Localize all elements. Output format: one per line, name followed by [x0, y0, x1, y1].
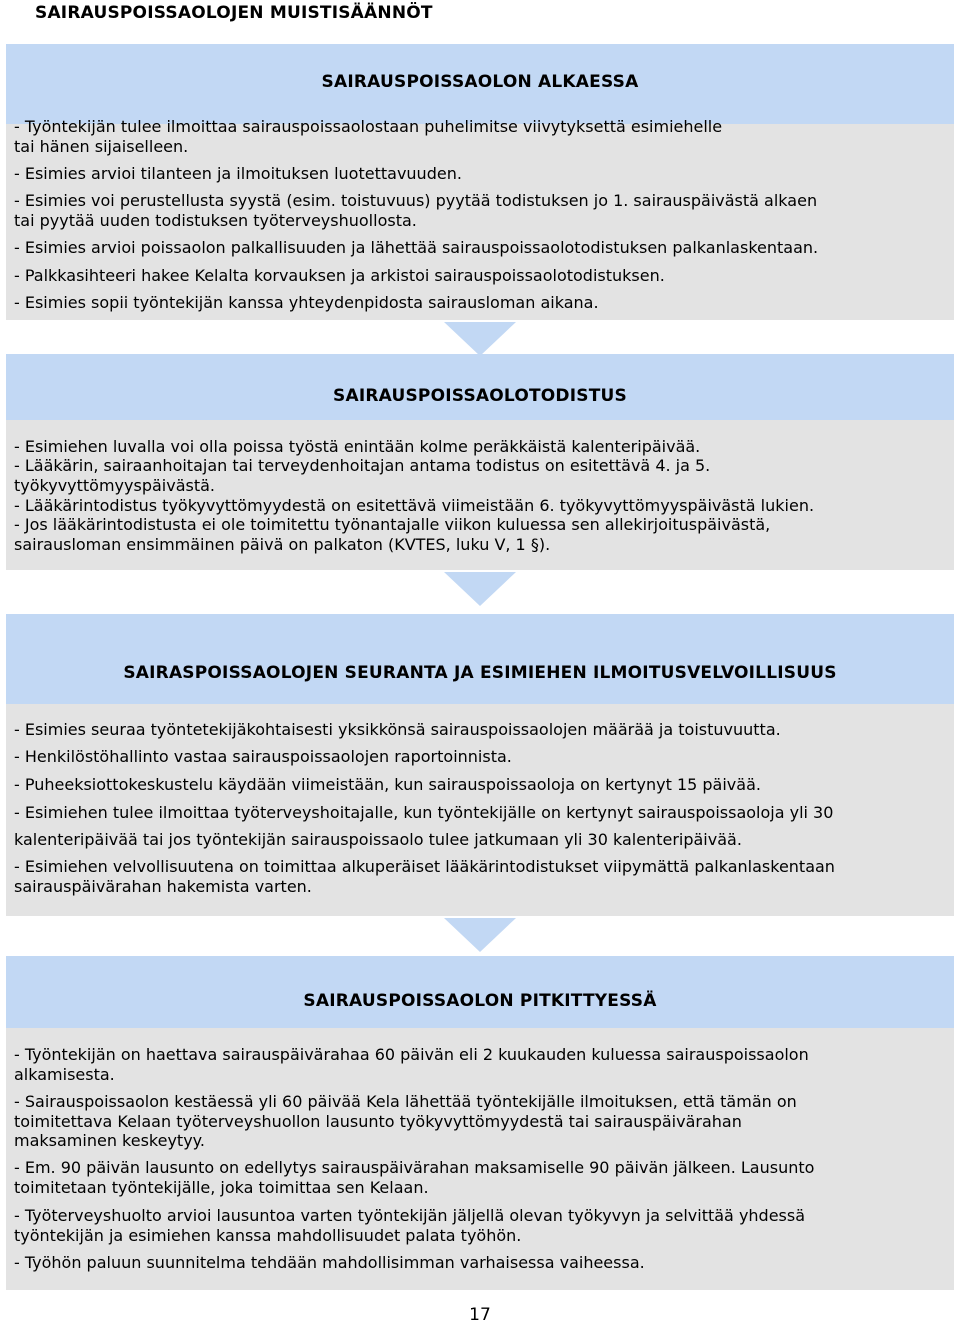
list-item: - Lääkärin, sairaanhoitajan tai terveydenhoitajan antama todistus on esitettävä 4. ja 5. työkyvyttömyyspäivästä. — [14, 456, 711, 495]
section-heading: SAIRAUSPOISSAOLON PITKITTYESSÄ — [303, 991, 657, 1011]
section-heading: SAIRAUSPOISSAOLON ALKAESSA — [321, 72, 639, 92]
section-heading-box — [6, 956, 954, 1028]
list-item: - Henkilöstöhallinto vastaa sairauspoissaolojen raportoinnista. — [14, 747, 512, 766]
list-item: - Työntekijän tulee ilmoittaa sairauspoissaolostaan puhelimitse viivytyksettä esimiehelle tai hänen sijaiselleen. — [14, 117, 723, 156]
list-item: - Sairauspoissaolon kestäessä yli 60 päivää Kela lähettää työntekijälle ilmoituksen, että tämän on toimitettava Kelaan työterveyshuollon lausunto työkyvyttömyydestä tai sairauspäivärahan maksaminen keskeytyy. — [14, 1092, 797, 1150]
list-item: - Jos lääkärintodistusta ei ole toimitettu työnantajalle viikon kuluessa sen allekirjoituspäivästä, sairausloman ensimmäinen päivä on palkaton (KVTES, luku V, 1 §). — [14, 515, 771, 554]
section-heading-box — [6, 614, 954, 704]
down-arrow-icon — [444, 918, 516, 952]
list-item: - Esimies sopii työntekijän kanssa yhteydenpidosta sairausloman aikana. — [14, 293, 599, 312]
section-prolonged — [6, 956, 954, 1290]
list-item: kalenteripäivää tai jos työntekijän sairauspoissaolo tulee jatkumaan yli 30 kalenteripäivää. — [14, 830, 742, 849]
list-item: - Työterveyshuolto arvioi lausuntoa varten työntekijän jäljellä olevan työkyvyn ja selvittää yhdessä työntekijän ja esimiehen kanssa mahdollisuudet palata työhön. — [14, 1206, 806, 1245]
section-sick-leave-start — [6, 44, 954, 320]
list-item: - Työhön paluun suunnitelma tehdään mahdollisimman varhaisessa vaiheessa. — [14, 1253, 645, 1272]
section-heading-box — [6, 354, 954, 420]
document-title: SAIRAUSPOISSAOLOJEN MUISTISÄÄNNÖT — [35, 3, 433, 23]
list-item: - Esimiehen tulee ilmoittaa työterveyshoitajalle, kun työntekijälle on kertynyt sairauspoissaoloja yli 30 — [14, 803, 834, 822]
list-item: - Lääkärintodistus työkyvyttömyydestä on esitettävä viimeistään 6. työkyvyttömyyspäivästä lukien. — [14, 496, 815, 515]
section-heading: SAIRASPOISSAOLOJEN SEURANTA JA ESIMIEHEN ILMOITUSVELVOILLISUUS — [123, 663, 837, 683]
section-heading: SAIRAUSPOISSAOLOTODISTUS — [333, 386, 627, 406]
list-item: - Esimies seuraa työntetekijäkohtaisesti yksikkönsä sairauspoissaolojen määrää ja toistuvuutta. — [14, 720, 781, 739]
down-arrow-icon — [444, 572, 516, 606]
list-item: - Esimies arvioi tilanteen ja ilmoituksen luotettavuuden. — [14, 164, 462, 183]
list-item: - Palkkasihteeri hakee Kelalta korvauksen ja arkistoi sairauspoissaolotodistuksen. — [14, 266, 665, 285]
page-number: 17 — [469, 1305, 491, 1325]
section-heading-box — [6, 44, 954, 124]
section-monitoring — [6, 614, 954, 916]
list-item: - Esimiehen velvollisuutena on toimittaa alkuperäiset lääkärintodistukset viipymättä palkanlaskentaan sairauspäivärahan hakemista varten. — [14, 857, 835, 896]
list-item: - Työntekijän on haettava sairauspäivärahaa 60 päivän eli 2 kuukauden kuluessa sairauspoissaolon alkamisesta. — [14, 1045, 809, 1084]
down-arrow-icon — [444, 322, 516, 356]
list-item: - Esimiehen luvalla voi olla poissa työstä enintään kolme peräkkäistä kalenteripäivää. — [14, 437, 701, 456]
section-sick-note — [6, 354, 954, 570]
list-item: - Esimies voi perustellusta syystä (esim. toistuvuus) pyytää todistuksen jo 1. sairauspäivästä alkaen tai pyytää uuden todistuksen työterveyshuollosta. — [14, 191, 818, 230]
list-item: - Puheeksiottokeskustelu käydään viimeistään, kun sairauspoissaoloja on kertynyt 15 päivää. — [14, 775, 761, 794]
list-item: - Esimies arvioi poissaolon palkallisuuden ja lähettää sairauspoissaolotodistuksen palkanlaskentaan. — [14, 238, 819, 257]
list-item: - Em. 90 päivän lausunto on edellytys sairauspäivärahan maksamiselle 90 päivän jälkeen. Lausunto toimitetaan työntekijälle, joka toimittaa sen Kelaan. — [14, 1158, 815, 1197]
